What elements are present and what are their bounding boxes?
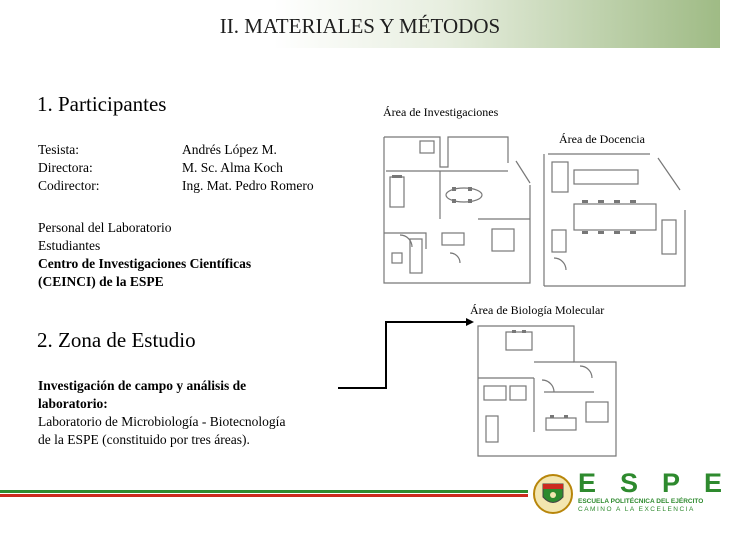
floorplan-biologia [474, 322, 624, 460]
role-label: Tesista: [38, 142, 80, 157]
staff-item: Estudiantes [38, 238, 101, 253]
connector-arrow [336, 318, 476, 394]
person-name: M. Sc. Alma Koch [182, 160, 283, 175]
floorplan-docencia [540, 150, 690, 290]
espe-crest-icon [532, 470, 574, 518]
area-docencia-label: Área de Docencia [559, 132, 645, 146]
red-stripe [0, 494, 528, 497]
center-name: (CEINCI) de la ESPE [38, 274, 164, 289]
slide-title: II. MATERIALES Y MÉTODOS [219, 14, 501, 38]
green-stripe [0, 490, 528, 493]
names-list [182, 141, 314, 195]
staff-list [38, 219, 251, 291]
person-name: Ing. Mat. Pedro Romero [182, 178, 314, 193]
study-zone-heading: 2. Zona de Estudio [37, 328, 196, 352]
staff-item: Personal del Laboratorio [38, 220, 172, 235]
espe-logo [578, 468, 746, 514]
area-biologia-label: Área de Biología Molecular [470, 303, 605, 317]
study-zone-lead: Investigación de campo y análisis de [38, 378, 247, 393]
study-zone-body: de la ESPE (constituido por tres áreas). [38, 432, 250, 447]
study-zone-text [38, 377, 285, 449]
espe-motto: CAMINO A LA EXCELENCIA [578, 506, 695, 513]
espe-institution: ESCUELA POLITÉCNICA DEL EJÉRCITO [578, 498, 704, 505]
espe-brand: ESPE [578, 468, 746, 498]
area-investigaciones-label: Área de Investigaciones [383, 105, 499, 119]
study-zone-lead: laboratorio: [38, 396, 108, 411]
roles-list [38, 141, 99, 195]
participants-heading: 1. Participantes [37, 92, 167, 116]
floorplan-investigaciones [380, 133, 540, 288]
study-zone-body: Laboratorio de Microbiología - Biotecnología [38, 414, 286, 429]
person-name: Andrés López M. [182, 142, 277, 157]
role-label: Codirector: [38, 178, 100, 193]
center-name: Centro de Investigaciones Científicas [38, 256, 252, 271]
role-label: Directora: [38, 160, 93, 175]
